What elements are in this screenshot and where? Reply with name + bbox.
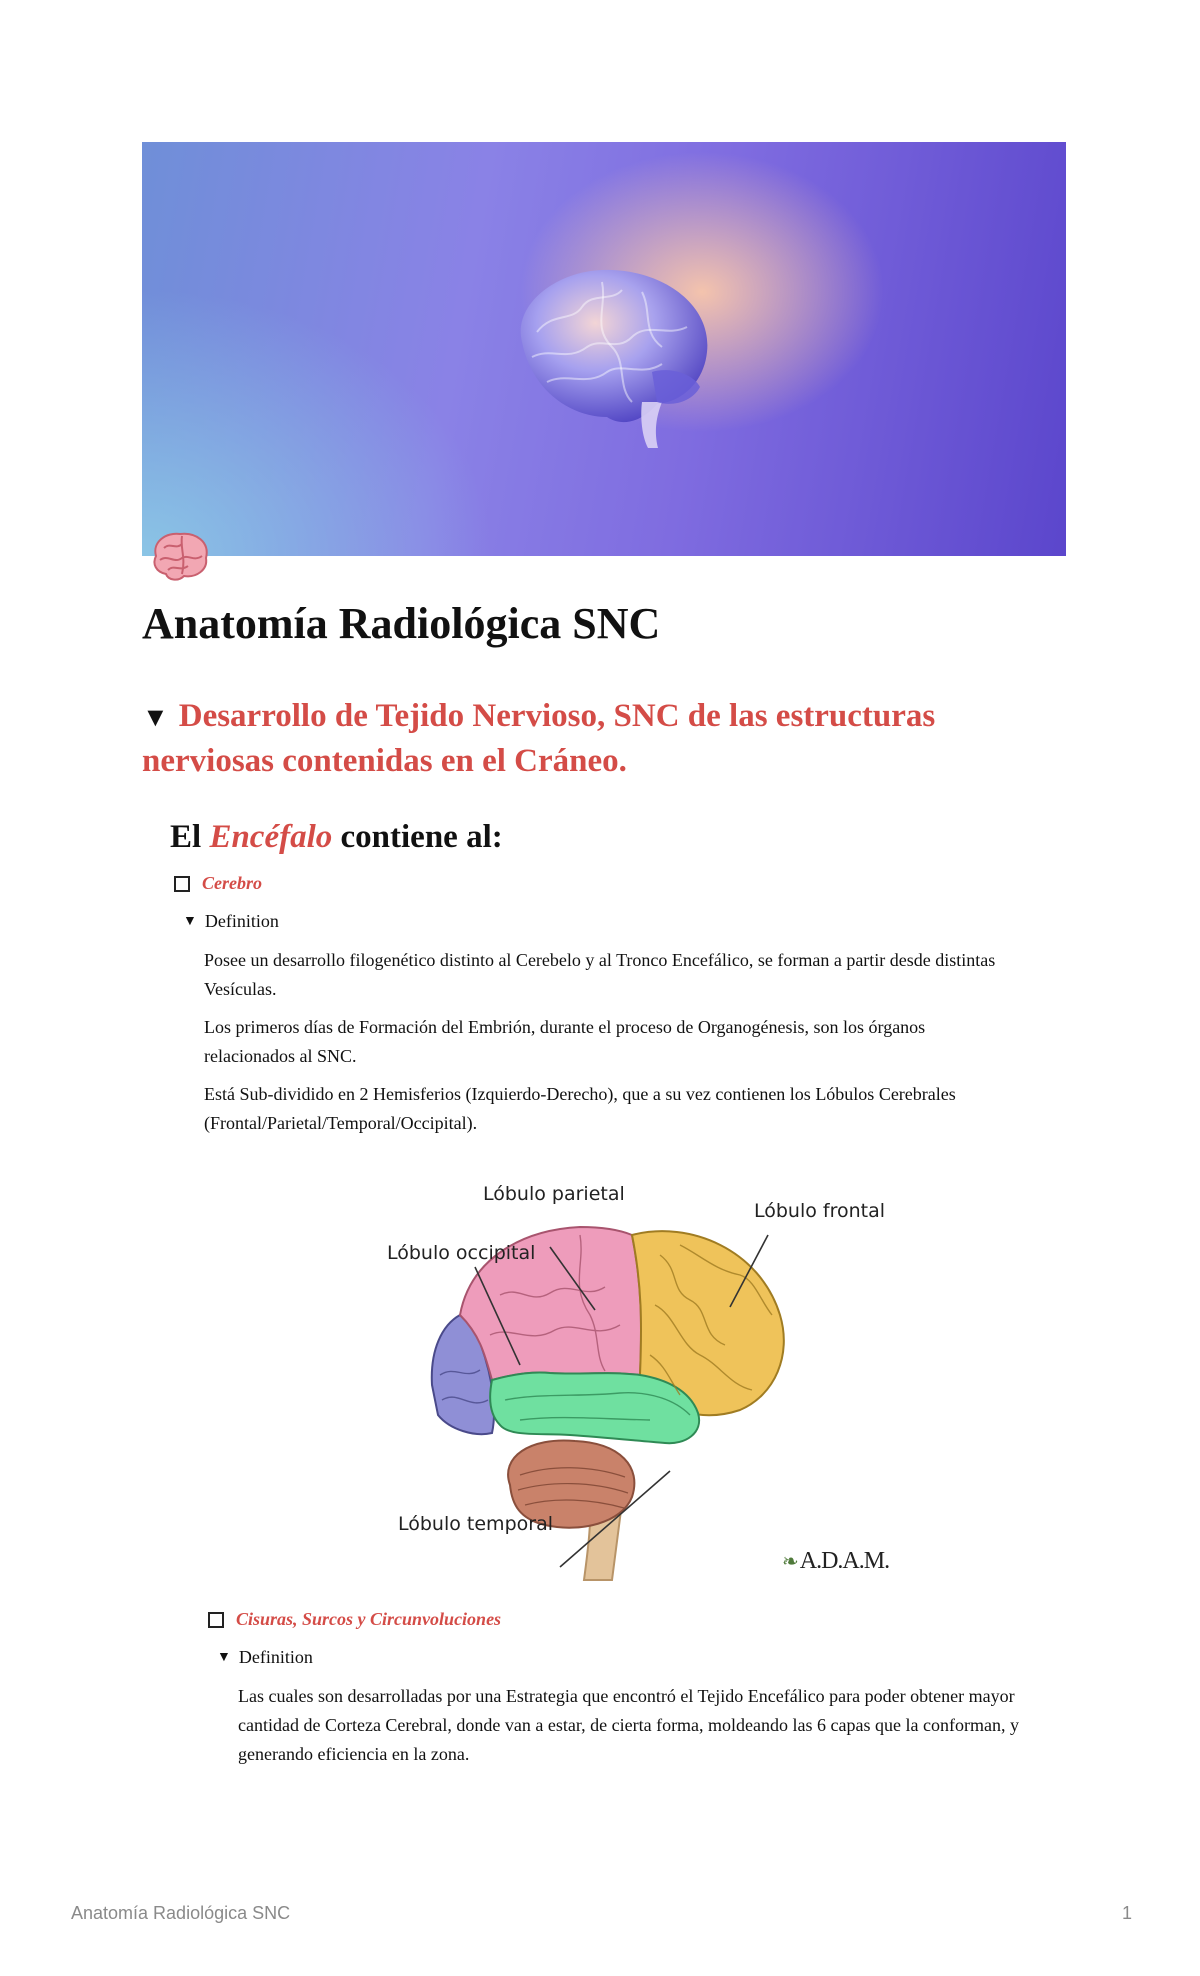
todo-label: Cerebro <box>202 873 262 893</box>
definition-paragraph: Posee un desarrollo filogenético distinto al Cerebelo y al Tronco Encefálico, se forman a partir desde distintas Vesículas. <box>204 950 996 999</box>
definition-toggle-label: Definition <box>238 1647 313 1667</box>
definition-toggle-label: Definition <box>204 911 279 931</box>
section-toggle-heading[interactable] <box>142 694 1042 783</box>
todo-item-cisuras[interactable] <box>208 1609 501 1630</box>
page-title: Anatomía Radiológica SNC <box>142 599 661 648</box>
encefalo-subheading <box>170 816 503 859</box>
definition-toggle[interactable] <box>217 1647 313 1668</box>
label-lobulo-temporal: Lóbulo temporal <box>398 1513 553 1535</box>
subheading-emphasis: Encéfalo <box>209 819 333 855</box>
toggle-triangle-icon[interactable]: ▼ <box>142 702 169 732</box>
toggle-triangle-icon[interactable]: ▼ <box>217 1649 231 1665</box>
page-number: 1 <box>1121 1903 1132 1923</box>
cover-brain-illustration <box>492 252 732 452</box>
definition-toggle[interactable] <box>183 911 279 932</box>
label-lobulo-frontal: Lóbulo frontal <box>754 1200 886 1222</box>
todo-label: Cisuras, Surcos y Circunvoluciones <box>236 1609 502 1629</box>
toggle-triangle-icon[interactable]: ▼ <box>183 913 197 929</box>
label-lobulo-parietal: Lóbulo parietal <box>483 1183 625 1205</box>
label-lobulo-occipital: Lóbulo occipital <box>387 1242 536 1264</box>
definition-paragraph: Está Sub-dividido en 2 Hemisferios (Izquierdo-Derecho), que a su vez contienen los Lóbulos Cerebrales (Frontal/Parietal/Temporal/Occipital). <box>204 1084 956 1133</box>
subheading-prefix: El <box>170 819 202 855</box>
definition-paragraph: Las cuales son desarrolladas por una Estrategia que encontró el Tejido Encefálico para poder obtener mayor cantidad de Corteza Cerebral, donde van a estar, de cierta forma, moldeando las 6 capas que la conforman, y generando eficiencia en la zona. <box>238 1686 1019 1764</box>
figure-credit <box>782 1548 889 1575</box>
cover-image <box>142 142 1066 556</box>
footer-title: Anatomía Radiológica SNC <box>71 1903 291 1923</box>
section-heading-text: Desarrollo de Tejido Nervioso, SNC de las estructuras nerviosas contenidas en el Cráneo. <box>142 698 936 779</box>
leaf-icon: ❧ <box>782 1551 798 1573</box>
todo-checkbox[interactable] <box>208 1612 224 1628</box>
todo-checkbox[interactable] <box>174 876 190 892</box>
brain-icon[interactable] <box>148 528 214 584</box>
subheading-suffix: contiene al: <box>340 819 503 855</box>
figure-credit-text: A.D.A.M. <box>799 1548 890 1574</box>
definition-paragraph: Los primeros días de Formación del Embrión, durante el proceso de Organogénesis, son los órganos relacionados al SNC. <box>204 1017 926 1066</box>
todo-item-cerebro[interactable] <box>174 873 262 894</box>
